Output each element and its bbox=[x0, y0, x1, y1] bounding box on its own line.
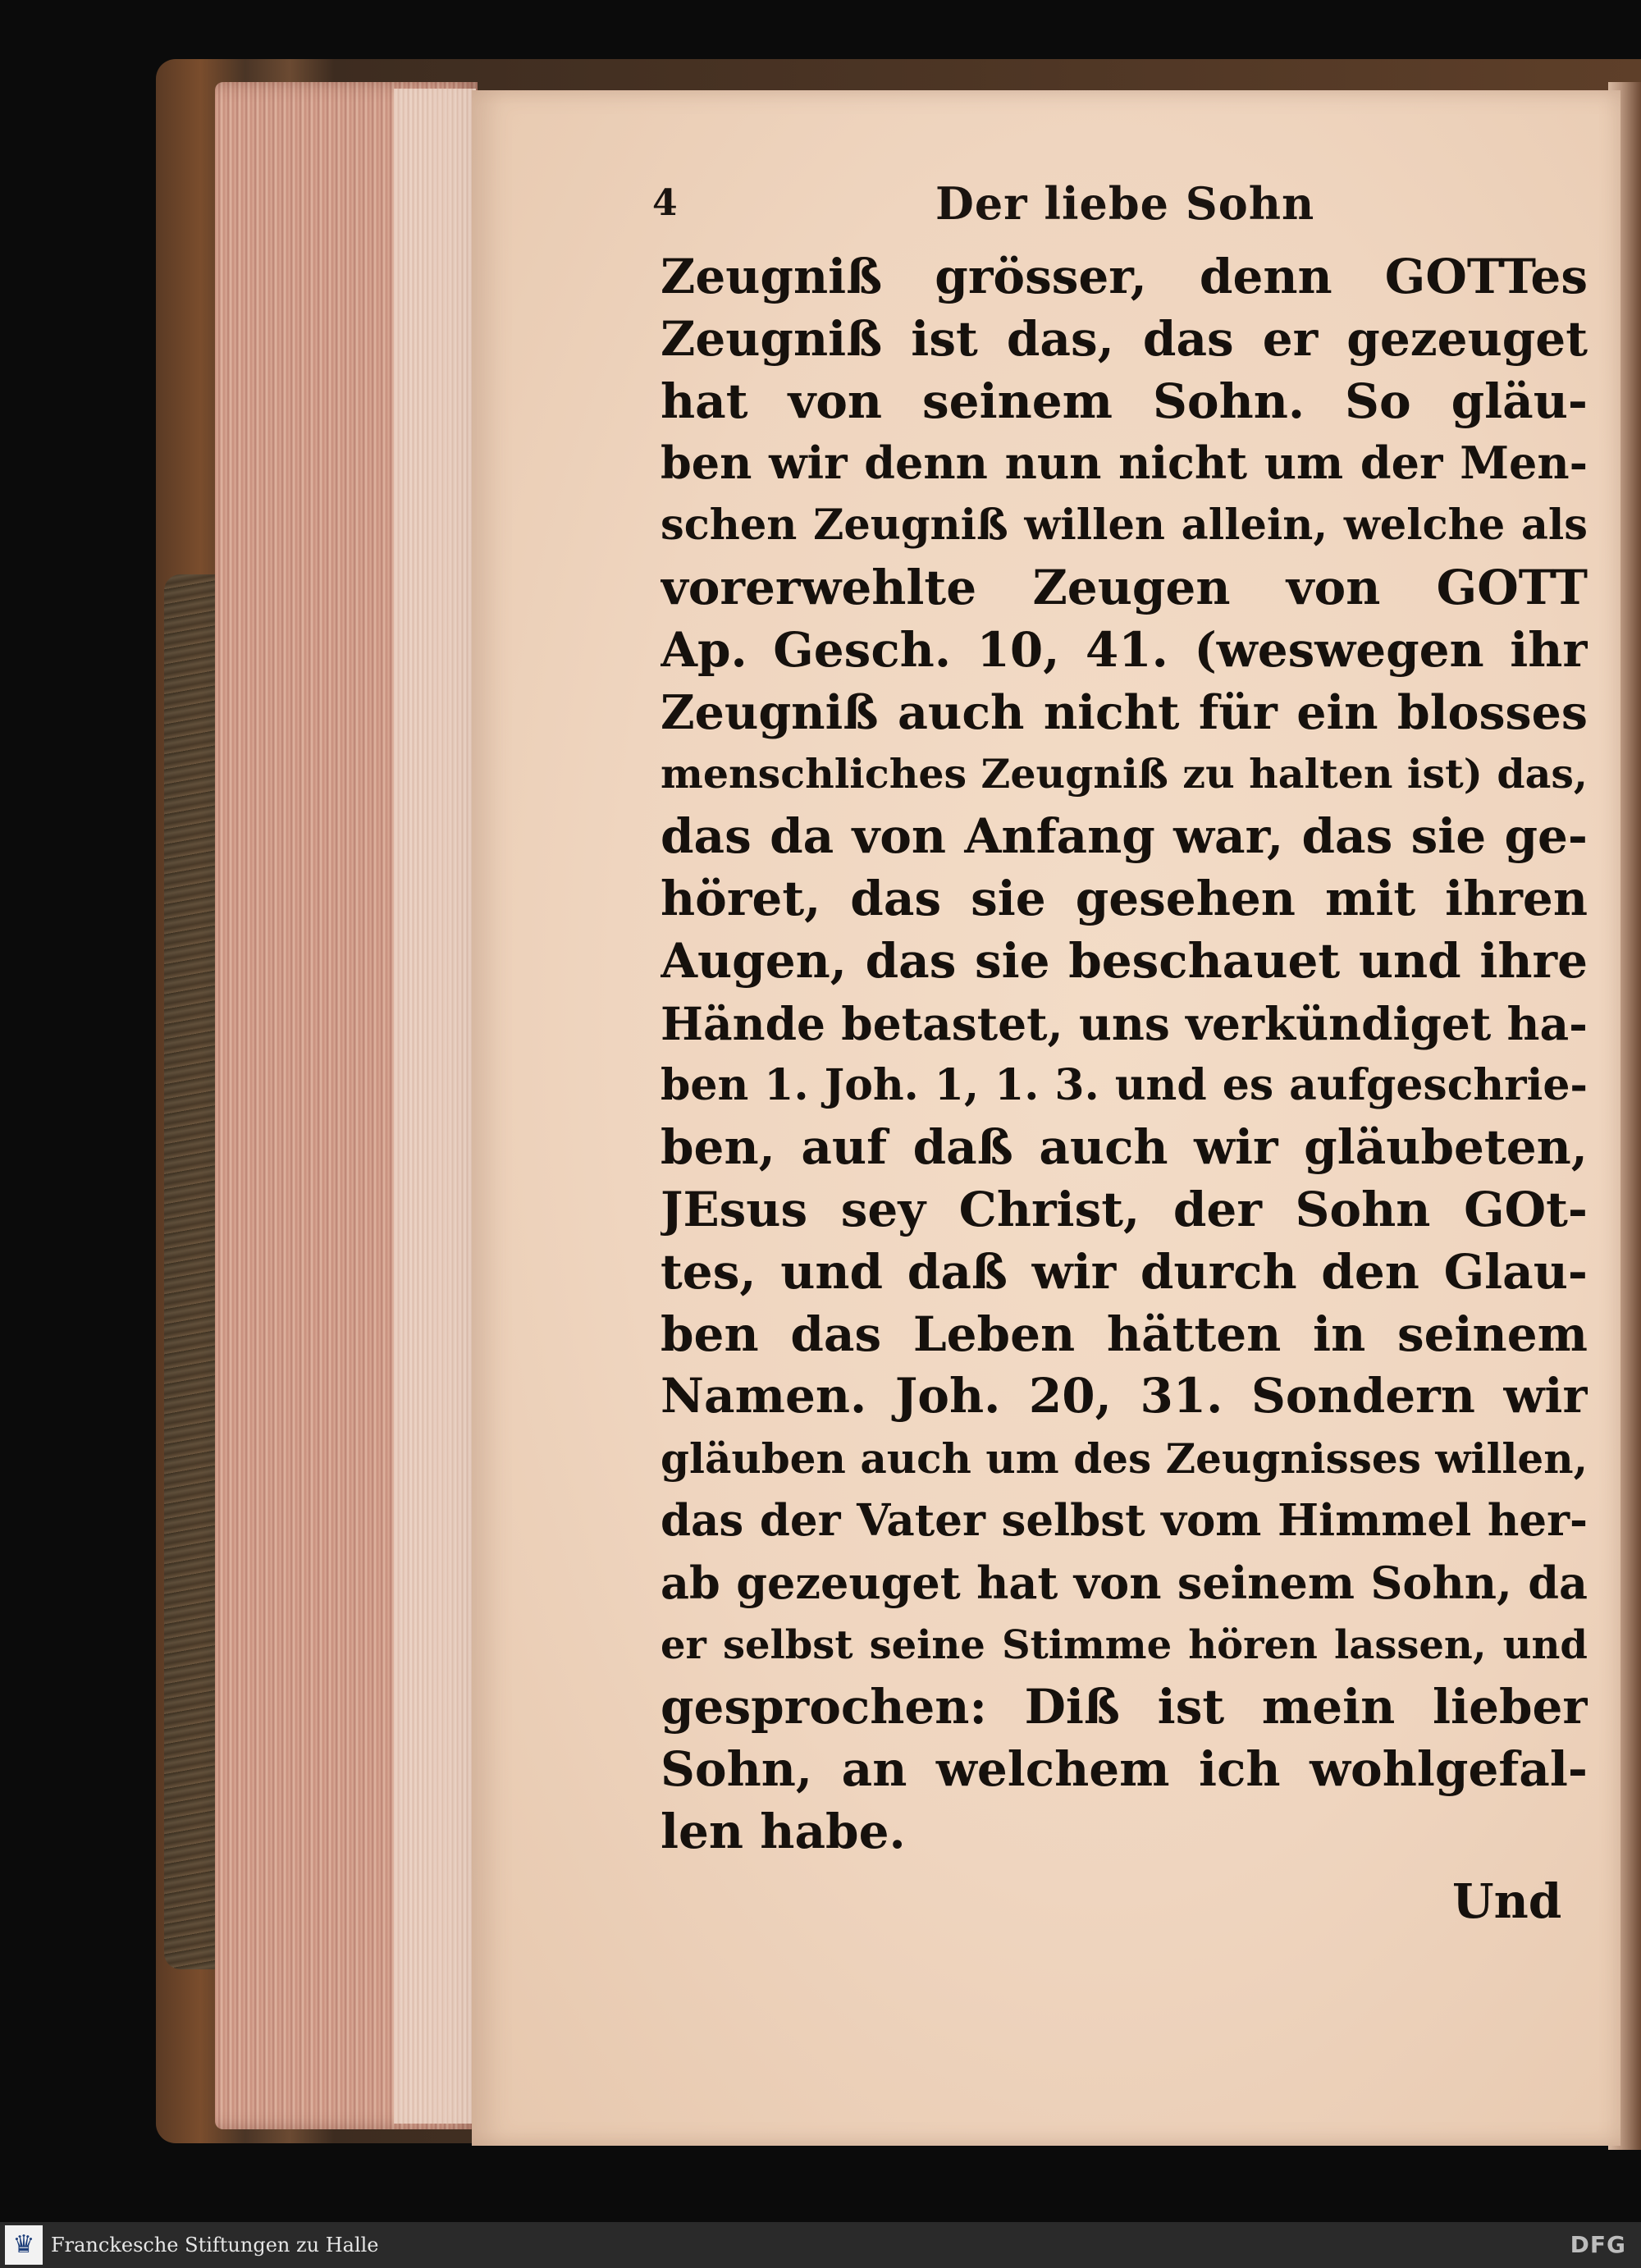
body-text bbox=[661, 246, 1588, 1863]
page-header bbox=[652, 171, 1579, 236]
text-line: JEsus sey Christ, der Sohn GOt- bbox=[661, 1181, 1588, 1237]
text-line: Namen. Joh. 20, 31. Sondern wir bbox=[661, 1368, 1588, 1424]
dfg-logo: DFG bbox=[1570, 2231, 1626, 2258]
text-line: ab gezeuget hat von seinem Sohn, da bbox=[661, 1556, 1588, 1609]
text-line: Zeugniß auch nicht für ein blosses bbox=[661, 684, 1588, 740]
text-line: gesprochen: Diß ist mein lieber bbox=[661, 1679, 1588, 1735]
text-line: hat von seinem Sohn. So gläu- bbox=[661, 373, 1588, 429]
text-line: das da von Anfang war, das sie ge- bbox=[661, 808, 1588, 865]
text-line: Hände betastet, uns verkündiget ha- bbox=[661, 996, 1588, 1050]
text-line: len habe. bbox=[661, 1803, 906, 1859]
catchword: Und bbox=[1452, 1873, 1562, 1929]
text-line: tes, und daß wir durch den Glau- bbox=[661, 1243, 1588, 1300]
text-line: ben 1. Joh. 1, 1. 3. und es aufgeschrie- bbox=[661, 1060, 1588, 1111]
page-edges-highlight bbox=[394, 89, 476, 2124]
text-line: Augen, das sie beschauet und ihre bbox=[661, 932, 1588, 989]
text-line: das der Vater selbst vom Himmel her- bbox=[661, 1494, 1588, 1546]
text-line: Zeugniß ist das, das er gezeuget bbox=[661, 310, 1588, 367]
text-line: gläuben auch um des Zeugnisses willen, bbox=[661, 1434, 1588, 1484]
text-line: Zeugniß grösser, denn GOTTes bbox=[661, 249, 1588, 304]
institution-emblem-icon: ♛ bbox=[5, 2225, 43, 2265]
text-line: Sohn, an welchem ich wohlgefal- bbox=[661, 1741, 1588, 1798]
footer-bar bbox=[0, 2222, 1641, 2268]
text-line: ben das Leben hätten in seinem bbox=[661, 1305, 1588, 1362]
text-line: ben, auf daß auch wir gläubeten, bbox=[661, 1119, 1588, 1176]
text-line: höret, das sie gesehen mit ihren bbox=[661, 870, 1588, 926]
text-line: Ap. Gesch. 10, 41. (weswegen ihr bbox=[661, 621, 1588, 678]
institution-name: Franckesche Stiftungen zu Halle bbox=[51, 2234, 379, 2257]
text-line: menschliches Zeugniß zu halten ist) das, bbox=[661, 750, 1588, 798]
text-line: vorerwehlte Zeugen von GOTT bbox=[661, 559, 1588, 615]
text-line: ben wir denn nun nicht um der Men- bbox=[661, 437, 1588, 490]
page-number: 4 bbox=[652, 182, 678, 224]
text-line: schen Zeugniß willen allein, welche als bbox=[661, 501, 1588, 551]
text-line: er selbst seine Stimme hören lassen, und bbox=[661, 1621, 1588, 1668]
running-title: Der liebe Sohn bbox=[935, 177, 1315, 230]
